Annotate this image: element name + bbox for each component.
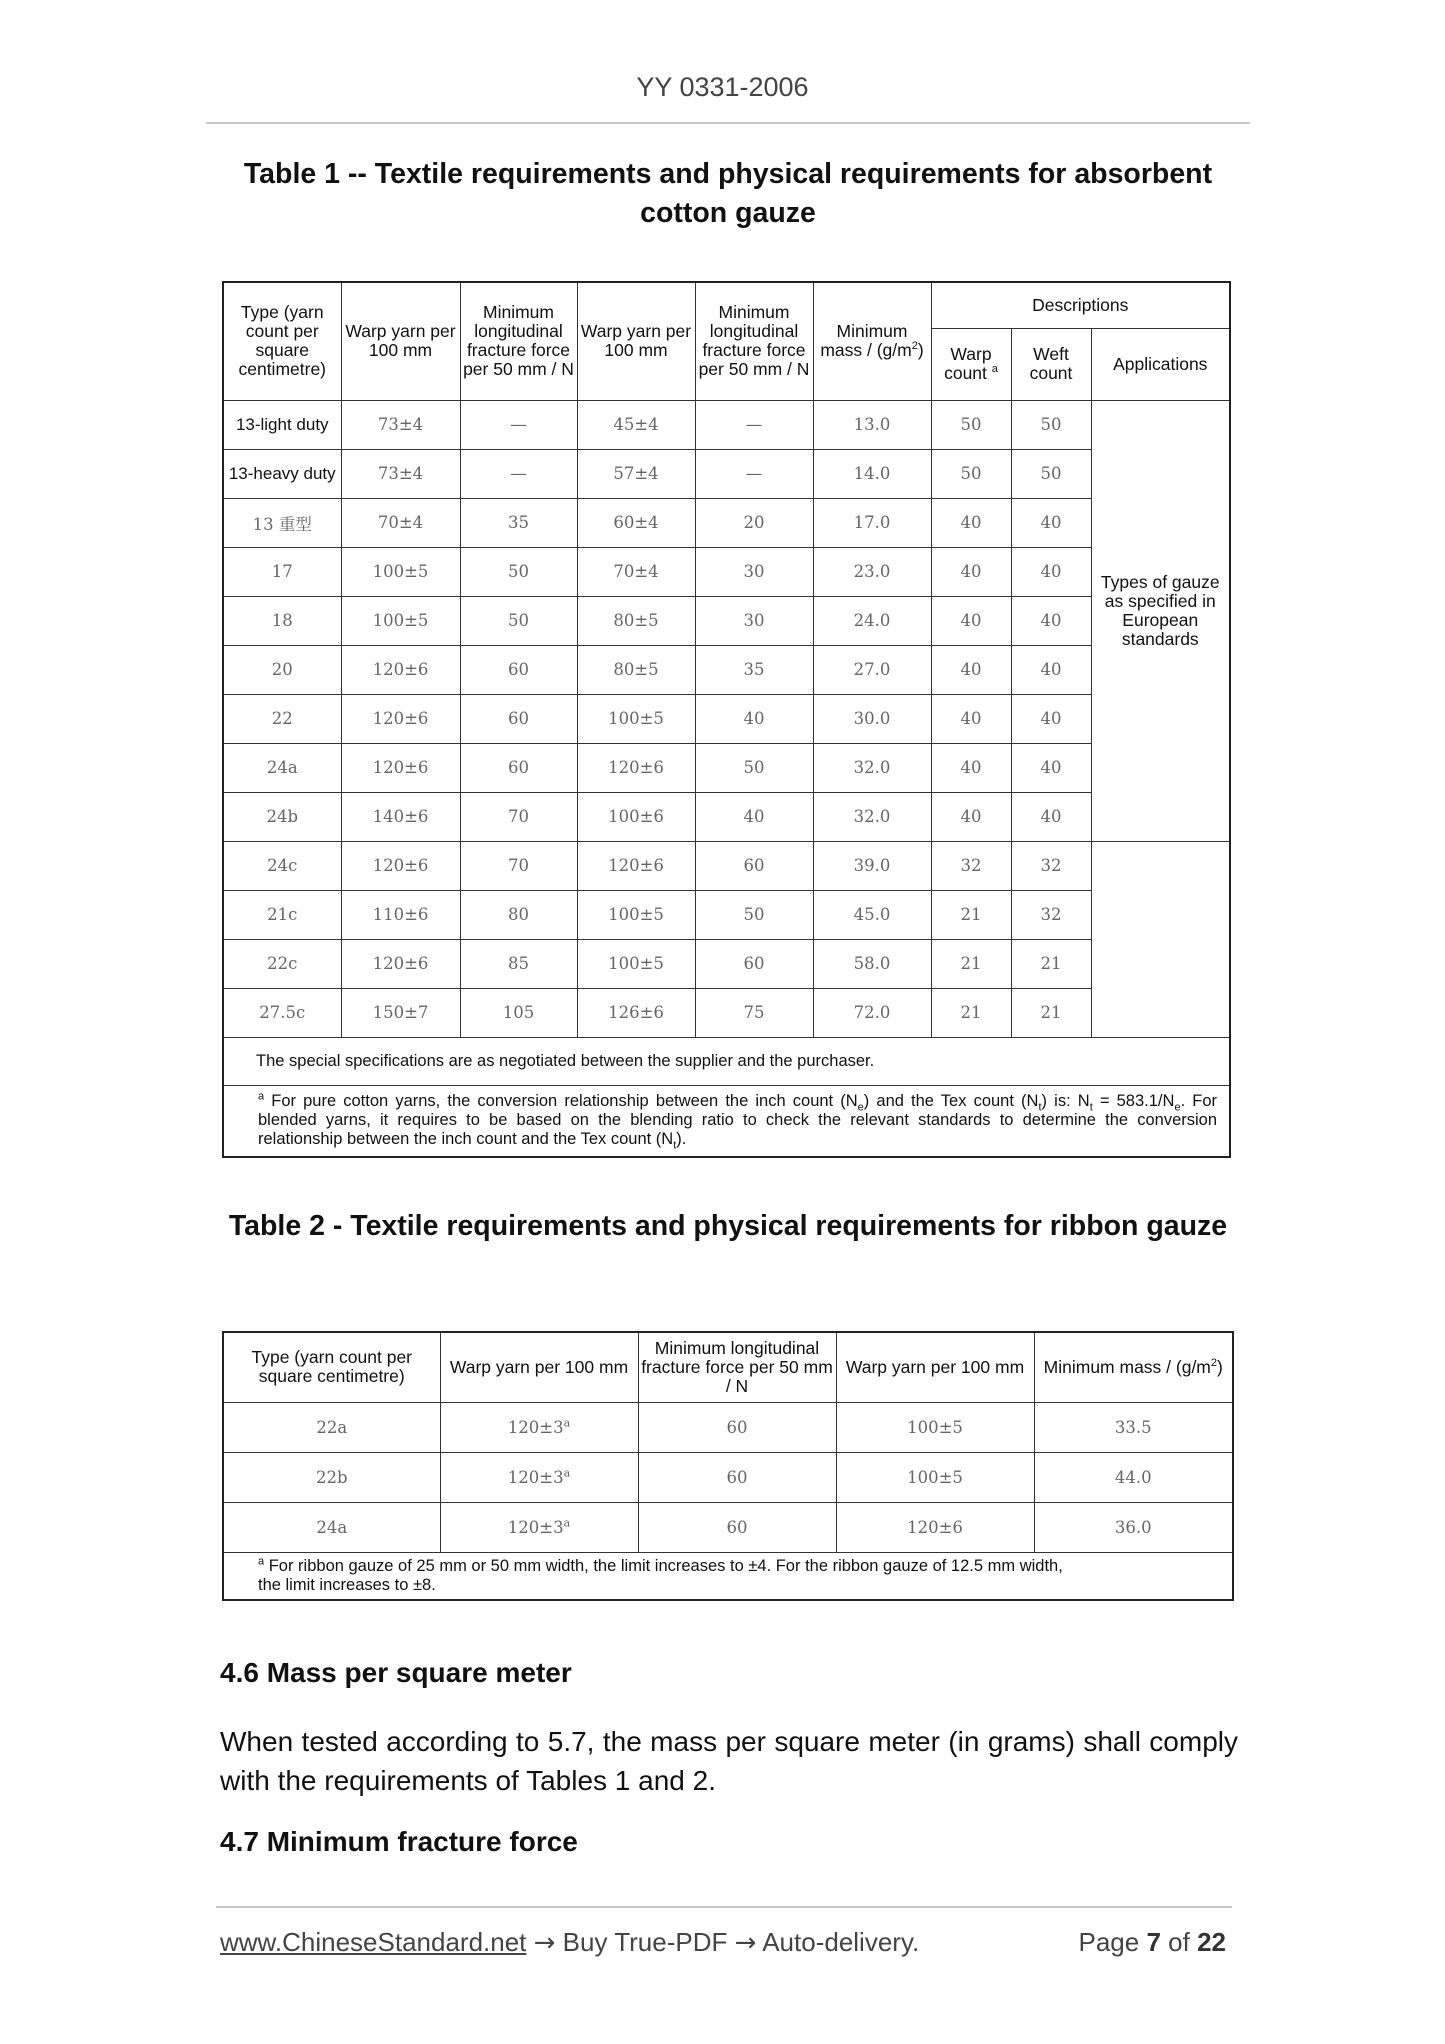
table-row — [223, 400, 1230, 449]
t1-cell-weft-count: 40 — [1011, 596, 1091, 645]
t1-cell-weft-count: 40 — [1011, 645, 1091, 694]
t1-cell-warp-count: 50 — [931, 400, 1011, 449]
t1-cell-warp-count: 21 — [931, 939, 1011, 988]
t1-cell-force1: 35 — [460, 498, 577, 547]
table-row — [223, 1452, 1233, 1502]
t1-cell-type: 20 — [223, 645, 341, 694]
t1-cell-type: 13-light duty — [223, 400, 341, 449]
t1-cell-warp: 110±6 — [341, 890, 460, 939]
table2-title: Table 2 - Textile requirements and physical requirements for ribbon gauze — [228, 1210, 1228, 1242]
t1-cell-warp2: 57±4 — [577, 449, 695, 498]
t1-cell-warp-count: 40 — [931, 792, 1011, 841]
table-row — [223, 498, 1230, 547]
t1-cell-warp2: 80±5 — [577, 596, 695, 645]
footer-divider — [216, 1906, 1232, 1908]
t1-cell-mass: 32.0 — [813, 792, 931, 841]
table-row — [223, 890, 1230, 939]
t1-cell-weft-count: 50 — [1011, 449, 1091, 498]
t1-header-type: Type (yarn count per square centimetre) — [223, 282, 341, 400]
t1-header-min-fracture-1: Minimum longitudinal fracture force per 50 mm / N — [460, 282, 577, 400]
t1-cell-force1: 80 — [460, 890, 577, 939]
t2-cell-force: 60 — [638, 1502, 836, 1552]
footer-buy-text: Buy True-PDF — [562, 1927, 728, 1957]
table-row — [223, 596, 1230, 645]
t1-cell-weft-count: 50 — [1011, 400, 1091, 449]
t1-cell-mass: 13.0 — [813, 400, 931, 449]
t1-cell-warp-count: 40 — [931, 645, 1011, 694]
t2-header-warp-yarn-2: Warp yarn per 100 mm — [836, 1332, 1034, 1402]
t1-header-descriptions: Descriptions — [931, 282, 1230, 328]
t1-cell-force1: 70 — [460, 841, 577, 890]
t1-cell-type: 21c — [223, 890, 341, 939]
t1-cell-warp2: 126±6 — [577, 988, 695, 1037]
t1-cell-weft-count: 32 — [1011, 841, 1091, 890]
table-row — [223, 1502, 1233, 1552]
table-row — [223, 743, 1230, 792]
t1-cell-force1: 50 — [460, 596, 577, 645]
t1-cell-force2: 30 — [695, 596, 813, 645]
t2-cell-warp: $120\pm 3^a$ — [440, 1402, 638, 1452]
t1-cell-weft-count: 40 — [1011, 792, 1091, 841]
table-row — [223, 1402, 1233, 1452]
t1-cell-force2: — — [695, 400, 813, 449]
t2-header-warp-yarn: Warp yarn per 100 mm — [440, 1332, 638, 1402]
t1-cell-mass: 27.0 — [813, 645, 931, 694]
t1-cell-warp2: 100±6 — [577, 792, 695, 841]
t1-cell-warp: 73±4 — [341, 400, 460, 449]
arrow-right-icon: → — [734, 1928, 757, 1958]
t1-cell-warp2: 100±5 — [577, 939, 695, 988]
table-row — [223, 645, 1230, 694]
t1-cell-force1: 60 — [460, 743, 577, 792]
t2-cell-mass: 44.0 — [1034, 1452, 1233, 1502]
t1-cell-force2: 40 — [695, 694, 813, 743]
t2-header-min-mass: Minimum mass / $(g/m^2)$ — [1034, 1332, 1233, 1402]
t2-cell-mass: 36.0 — [1034, 1502, 1233, 1552]
t1-cell-warp-count: 50 — [931, 449, 1011, 498]
document-code: YY 0331-2006 — [636, 72, 809, 102]
section-4-6-paragraph: When tested according to 5.7, the mass per square meter (in grams) shall comply with the requirements of Tables 1 and 2. — [220, 1726, 1238, 1796]
t1-cell-warp-count: 40 — [931, 547, 1011, 596]
table-row — [223, 1037, 1230, 1085]
total-pages: 22 — [1197, 1927, 1226, 1957]
t1-cell-force2: 30 — [695, 547, 813, 596]
t1-cell-warp: 100±5 — [341, 547, 460, 596]
t1-cell-type: 17 — [223, 547, 341, 596]
table1 — [222, 281, 1231, 1158]
arrow-right-icon: → — [533, 1928, 556, 1958]
t1-cell-warp2: 100±5 — [577, 694, 695, 743]
t1-special-note: The special specifications are as negotiated between the supplier and the purchaser. — [223, 1037, 1230, 1085]
t1-cell-weft-count: 21 — [1011, 988, 1091, 1037]
table-row — [223, 1552, 1233, 1600]
t1-cell-warp: 140±6 — [341, 792, 460, 841]
t1-cell-warp-count: 40 — [931, 498, 1011, 547]
t1-cell-force1: 60 — [460, 645, 577, 694]
table-row — [223, 988, 1230, 1037]
t1-cell-warp: 120±6 — [341, 743, 460, 792]
t1-cell-warp2: 120±6 — [577, 841, 695, 890]
t2-cell-type: 22b — [223, 1452, 440, 1502]
t2-header-type: Type (yarn count per square centimetre) — [223, 1332, 440, 1402]
t2-cell-warp: $120\pm 3^a$ — [440, 1452, 638, 1502]
t1-cell-mass: 72.0 — [813, 988, 931, 1037]
table-row — [223, 1085, 1230, 1157]
t1-cell-warp2: 120±6 — [577, 743, 695, 792]
table-row — [223, 939, 1230, 988]
t1-cell-warp2: 80±5 — [577, 645, 695, 694]
t1-header-warp-yarn-2: Warp yarn per 100 mm — [577, 282, 695, 400]
t1-cell-warp: 120±6 — [341, 645, 460, 694]
t1-cell-force2: 50 — [695, 743, 813, 792]
t1-cell-weft-count: 40 — [1011, 547, 1091, 596]
t2-cell-force: 60 — [638, 1402, 836, 1452]
table-row — [223, 694, 1230, 743]
table2 — [222, 1331, 1234, 1601]
t1-cell-type: 22 — [223, 694, 341, 743]
t1-cell-warp-count: 40 — [931, 743, 1011, 792]
footer-site-link[interactable]: www.ChineseStandard.net — [220, 1927, 527, 1957]
page-footer — [220, 1927, 1232, 1958]
footer-delivery-text: Auto-delivery. — [762, 1927, 920, 1957]
t1-cell-mass: 39.0 — [813, 841, 931, 890]
t1-cell-weft-count: 32 — [1011, 890, 1091, 939]
t1-cell-mass: 45.0 — [813, 890, 931, 939]
t1-cell-mass: 24.0 — [813, 596, 931, 645]
t2-cell-warp: $120\pm 3^a$ — [440, 1502, 638, 1552]
t1-cell-force2: 60 — [695, 841, 813, 890]
t2-cell-warp2: 120±6 — [836, 1502, 1034, 1552]
t1-header-applications: Applications — [1091, 328, 1230, 400]
t2-footnote: $^a$ For ribbon gauze of 25 mm or 50 mm width, the limit increases to ±4. For the ribbon gauze of 12.5 mm width, the limit increases to ±8. — [223, 1552, 1233, 1600]
t2-cell-type: 24a — [223, 1502, 440, 1552]
t1-header-weft-count: Weft count — [1011, 328, 1091, 400]
t1-cell-warp: 120±6 — [341, 841, 460, 890]
table-row — [223, 792, 1230, 841]
t1-cell-force2: 50 — [695, 890, 813, 939]
t1-cell-force1: 50 — [460, 547, 577, 596]
t2-cell-mass: 33.5 — [1034, 1402, 1233, 1452]
t1-cell-weft-count: 40 — [1011, 694, 1091, 743]
section-4-7-heading: 4.7 Minimum fracture force — [220, 1826, 578, 1857]
t1-cell-warp2: 45±4 — [577, 400, 695, 449]
t1-cell-force1: 105 — [460, 988, 577, 1037]
t1-cell-weft-count: 21 — [1011, 939, 1091, 988]
t1-header-warp-yarn: Warp yarn per 100 mm — [341, 282, 460, 400]
t1-cell-warp2: 60±4 — [577, 498, 695, 547]
t2-cell-warp2: 100±5 — [836, 1452, 1034, 1502]
t1-cell-warp2: 100±5 — [577, 890, 695, 939]
t1-cell-force2: 60 — [695, 939, 813, 988]
t2-cell-force: 60 — [638, 1452, 836, 1502]
t1-cell-force1: — — [460, 400, 577, 449]
section-4-6-heading: 4.6 Mass per square meter — [220, 1657, 572, 1688]
t1-cell-warp: 100±5 — [341, 596, 460, 645]
t1-cell-force1: 60 — [460, 694, 577, 743]
t2-cell-warp2: 100±5 — [836, 1402, 1034, 1452]
t1-cell-warp-count: 32 — [931, 841, 1011, 890]
t1-cell-warp-count: 40 — [931, 694, 1011, 743]
t1-cell-warp-count: 40 — [931, 596, 1011, 645]
t1-cell-warp-count: 21 — [931, 890, 1011, 939]
t1-cell-type: 27.5c — [223, 988, 341, 1037]
t1-header-warp-count: Warp count $^a$ — [931, 328, 1011, 400]
t1-cell-weft-count: 40 — [1011, 498, 1091, 547]
t1-cell-force2: — — [695, 449, 813, 498]
t1-cell-warp: 70±4 — [341, 498, 460, 547]
t1-cell-type: 13-heavy duty — [223, 449, 341, 498]
t1-cell-type: 24a — [223, 743, 341, 792]
t1-cell-warp: 120±6 — [341, 694, 460, 743]
table-row — [223, 841, 1230, 890]
t1-cell-force2: 35 — [695, 645, 813, 694]
table-row — [223, 449, 1230, 498]
t1-cell-warp2: 70±4 — [577, 547, 695, 596]
t1-header-min-fracture-2: Minimum longitudinal fracture force per 50 mm / N — [695, 282, 813, 400]
t1-applications-cell: Types of gauze as specified in European standards — [1091, 400, 1230, 841]
t1-cell-force2: 75 — [695, 988, 813, 1037]
t1-header-min-mass: Minimum mass / $(g/m^2)$ — [813, 282, 931, 400]
t1-cell-mass: 23.0 — [813, 547, 931, 596]
table1-title: Table 1 -- Textile requirements and physical requirements for absorbent cotton gauze — [243, 158, 1213, 229]
t1-cell-mass: 14.0 — [813, 449, 931, 498]
t1-cell-warp: 120±6 — [341, 939, 460, 988]
t1-cell-force1: 85 — [460, 939, 577, 988]
t2-header-min-fracture: Minimum longitudinal fracture force per 50 mm / N — [638, 1332, 836, 1402]
t1-applications-empty-cell — [1091, 841, 1230, 1037]
t1-cell-type: 24c — [223, 841, 341, 890]
t1-cell-weft-count: 40 — [1011, 743, 1091, 792]
t1-cell-warp: 73±4 — [341, 449, 460, 498]
t1-cell-force2: 40 — [695, 792, 813, 841]
t1-cell-force2: 20 — [695, 498, 813, 547]
t1-cell-type: 18 — [223, 596, 341, 645]
t1-cell-mass: 58.0 — [813, 939, 931, 988]
t1-cell-type: 24b — [223, 792, 341, 841]
header-divider — [206, 122, 1250, 124]
t1-cell-mass: 17.0 — [813, 498, 931, 547]
t1-cell-type: 22c — [223, 939, 341, 988]
t1-cell-mass: 32.0 — [813, 743, 931, 792]
t1-footnote: $^a$ For pure cotton yarns, the conversion relationship between the inch count $(N_e)$ and the Tex count $(N_t)$ is: $N_t = 583.1/N_e$. For blended yarns, it requires to be based on the blending ratio to check the relevant standards to determine the conversion relationship between the inch count and the Tex count $(N_t)$. — [223, 1085, 1230, 1157]
table-row — [223, 547, 1230, 596]
current-page: 7 — [1146, 1927, 1161, 1957]
t2-cell-type: 22a — [223, 1402, 440, 1452]
t1-cell-warp: 150±7 — [341, 988, 460, 1037]
t1-cell-force1: — — [460, 449, 577, 498]
t1-cell-warp-count: 21 — [931, 988, 1011, 1037]
t1-cell-type: 13 重型 — [223, 498, 341, 547]
t1-cell-force1: 70 — [460, 792, 577, 841]
page-indicator: Page 7 of 22 — [1078, 1927, 1226, 1957]
t1-cell-mass: 30.0 — [813, 694, 931, 743]
